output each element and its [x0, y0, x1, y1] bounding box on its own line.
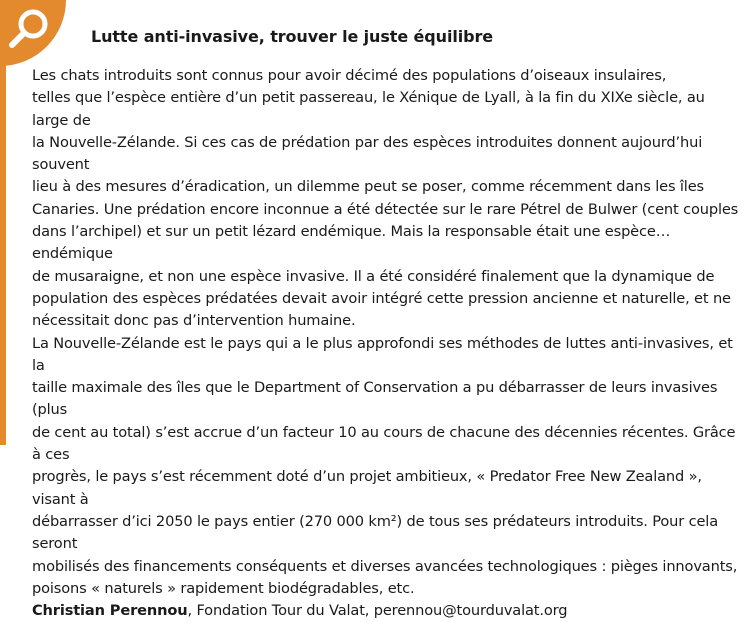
text-line: poisons « naturels » rapidement biodégradables, etc. — [32, 579, 415, 597]
text-line: nécessitait donc pas d’intervention humaine. — [32, 312, 356, 330]
text-line: Canaries. Une prédation encore inconnue a été détectée sur le rare Pétrel de Bulwer (cent couples — [32, 200, 739, 218]
text-line: de cent au total) s’est accrue d’un facteur 10 au cours de chacune des décennies récentes. Grâce à ces — [32, 423, 736, 464]
text-line: dans l’archipel) et sur un petit lézard endémique. Mais la responsable était une espèce… endémique — [32, 223, 671, 263]
text-line: débarrasser d’ici 2050 le pays entier (270 000 km²) de tous ses prédateurs introduits. Pour cela seront — [32, 512, 718, 553]
author-affiliation: , Fondation Tour du Valat, perennou@tourduvalat.org — [187, 602, 568, 620]
author-name: Christian Perennou — [32, 602, 188, 620]
text-line: Les chats introduits sont connus pour avoir décimé des populations d’oiseaux insulaires, — [32, 67, 667, 84]
text-line: taille maximale des îles que le Department of Conservation a pu débarrasser de leurs invasives (plus — [32, 379, 718, 419]
text-line: de musaraigne, et non une espèce invasive. Il a été considéré finalement que la dynamique de — [32, 267, 715, 285]
paragraph-2 — [32, 333, 744, 601]
text-line: la Nouvelle-Zélande. Si ces cas de prédation par des espèces introduites donnent aujourd’hui souvent — [32, 133, 703, 174]
article-body — [32, 65, 744, 622]
left-frame-bar — [0, 60, 26, 445]
text-line: telles que l’espèce entière d’un petit passereau, le Xénique de Lyall, à la fin du XIXe siècle, au large de — [32, 89, 705, 129]
article-title: Lutte anti-invasive, trouver le juste équilibre — [91, 27, 493, 46]
text-line: population des espèces prédatées devait avoir intégré cette pression ancienne et naturelle, et ne — [32, 289, 731, 307]
paragraph-1 — [32, 65, 744, 333]
text-line: mobilisés des financements conséquents et diverses avancées technologiques : pièges innovants, — [32, 557, 738, 575]
search-icon — [7, 6, 55, 52]
text-line: progrès, le pays s’est récemment doté d’un projet ambitieux, « Predator Free New Zealand », visant à — [32, 468, 702, 508]
signature — [32, 600, 744, 622]
text-line: lieu à des mesures d’éradication, un dilemme peut se poser, comme récemment dans les îles — [32, 178, 704, 196]
text-line: La Nouvelle-Zélande est le pays qui a le plus approfondi ses méthodes de luttes anti-invasives, et la — [32, 334, 733, 374]
corner-badge — [0, 0, 66, 66]
